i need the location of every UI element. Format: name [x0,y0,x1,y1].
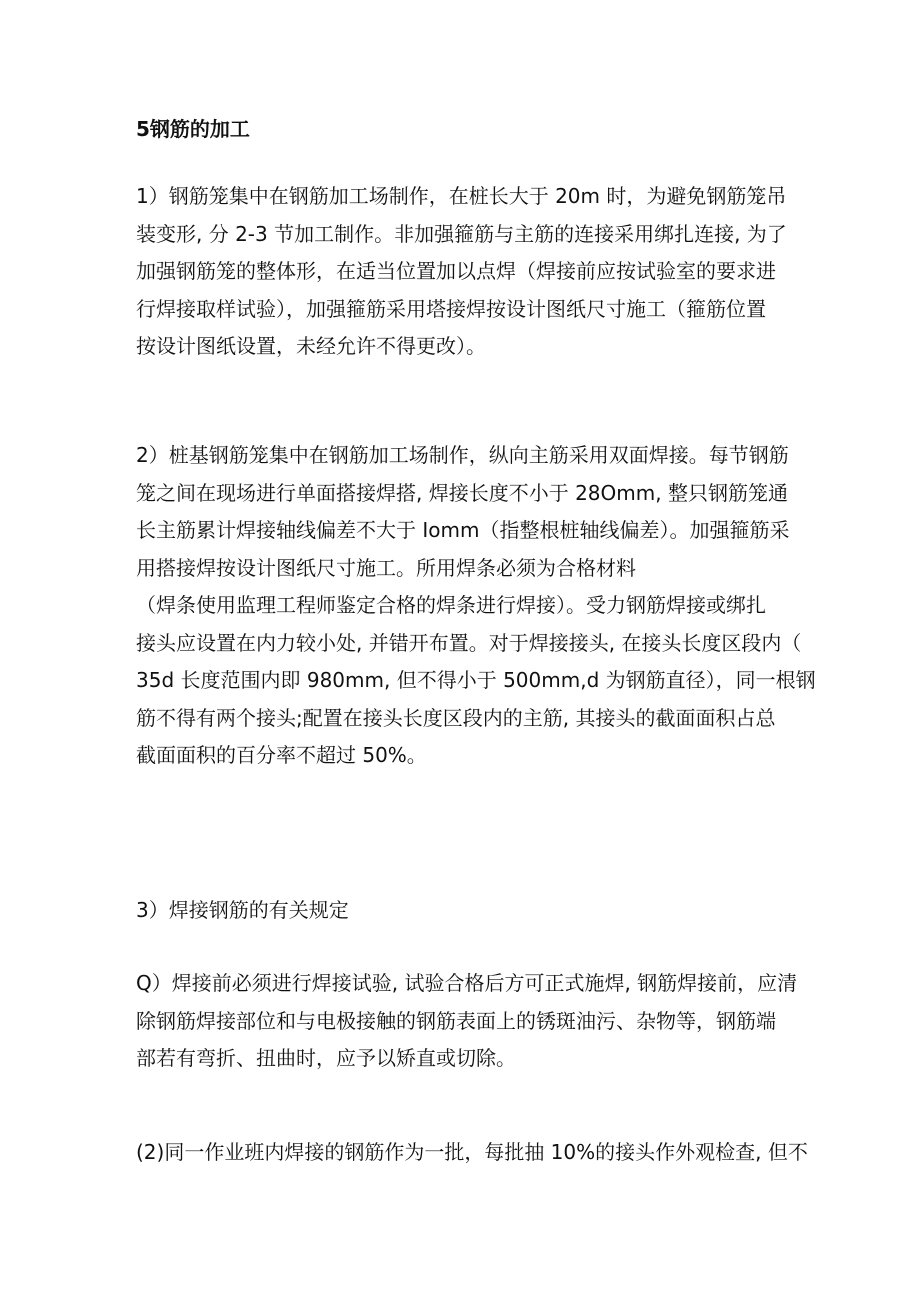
text-line: 35d 长度范围内即 980mm, 但不得小于 500mm,d 为钢筋直径），同一根钢 [136,668,816,692]
text-line: 截面面积的百分率不超过 50%。 [136,743,427,767]
paragraph-1 [136,178,796,366]
text-line: 3）焊接钢筋的有关规定 [136,898,349,922]
paragraph-5 [136,1134,808,1172]
text-line: 部若有弯折、扭曲时，应予以矫直或切除。 [136,1046,516,1070]
text-line: 加强钢筋笼的整体形，在适当位置加以点焊（焊接前应按试验室的要求进 [136,259,776,283]
section-heading: 5钢筋的加工 [136,117,250,141]
text-line: 行焊接取样试验），加强箍筋采用塔接焊按设计图纸尺寸施工（箍筋位置 [136,296,766,321]
paragraph-4 [136,965,796,1078]
text-line: Q）焊接前必须进行焊接试验, 试验合格后方可正式施焊, 钢筋焊接前，应清 [136,971,798,995]
paragraph-3 [136,892,796,930]
text-line: 除钢筋焊接部位和与电极接触的钢筋表面上的锈斑油污、杂物等，钢筋端 [136,1008,776,1033]
text-line: 笼之间在现场进行单面搭接焊搭, 焊接长度不小于 28Omm, 整只钢筋笼通 [136,480,788,505]
text-line: 装变形, 分 2-3 节加工制作。非加强箍筋与主筋的连接采用绑扎连接, 为了 [136,221,787,246]
text-line: 按设计图纸设置，未经允许不得更改）。 [136,334,486,358]
text-line: 接头应设置在内力较小处, 并错开布置。对于焊接接头, 在接头长度区段内（ [136,630,802,655]
text-line: 2）桩基钢筋笼集中在钢筋加工场制作，纵向主筋采用双面焊接。每节钢筋 [136,443,789,467]
paragraph-2 [136,437,816,775]
text-line: 用搭接焊按设计图纸尺寸施工。所用焊条必须为合格材料 [136,555,636,580]
text-line: 长主筋累计焊接轴线偏差不大于 Iomm（指整根桩轴线偏差）。加强箍筋采 [136,518,790,542]
text-line: （焊条使用监理工程师鉴定合格的焊条进行焊接）。受力钢筋焊接或绑扎 [136,593,766,617]
text-line: (2)同一作业班内焊接的钢筋作为一批，每批抽 10%的接头作外观检查, 但不 [136,1140,808,1164]
text-line: 1）钢筋笼集中在钢筋加工场制作，在桩长大于 20m 时，为避免钢筋笼吊 [136,184,787,208]
text-line: 筋不得有两个接头;配置在接头长度区段内的主筋, 其接头的截面面积占总 [136,705,776,730]
